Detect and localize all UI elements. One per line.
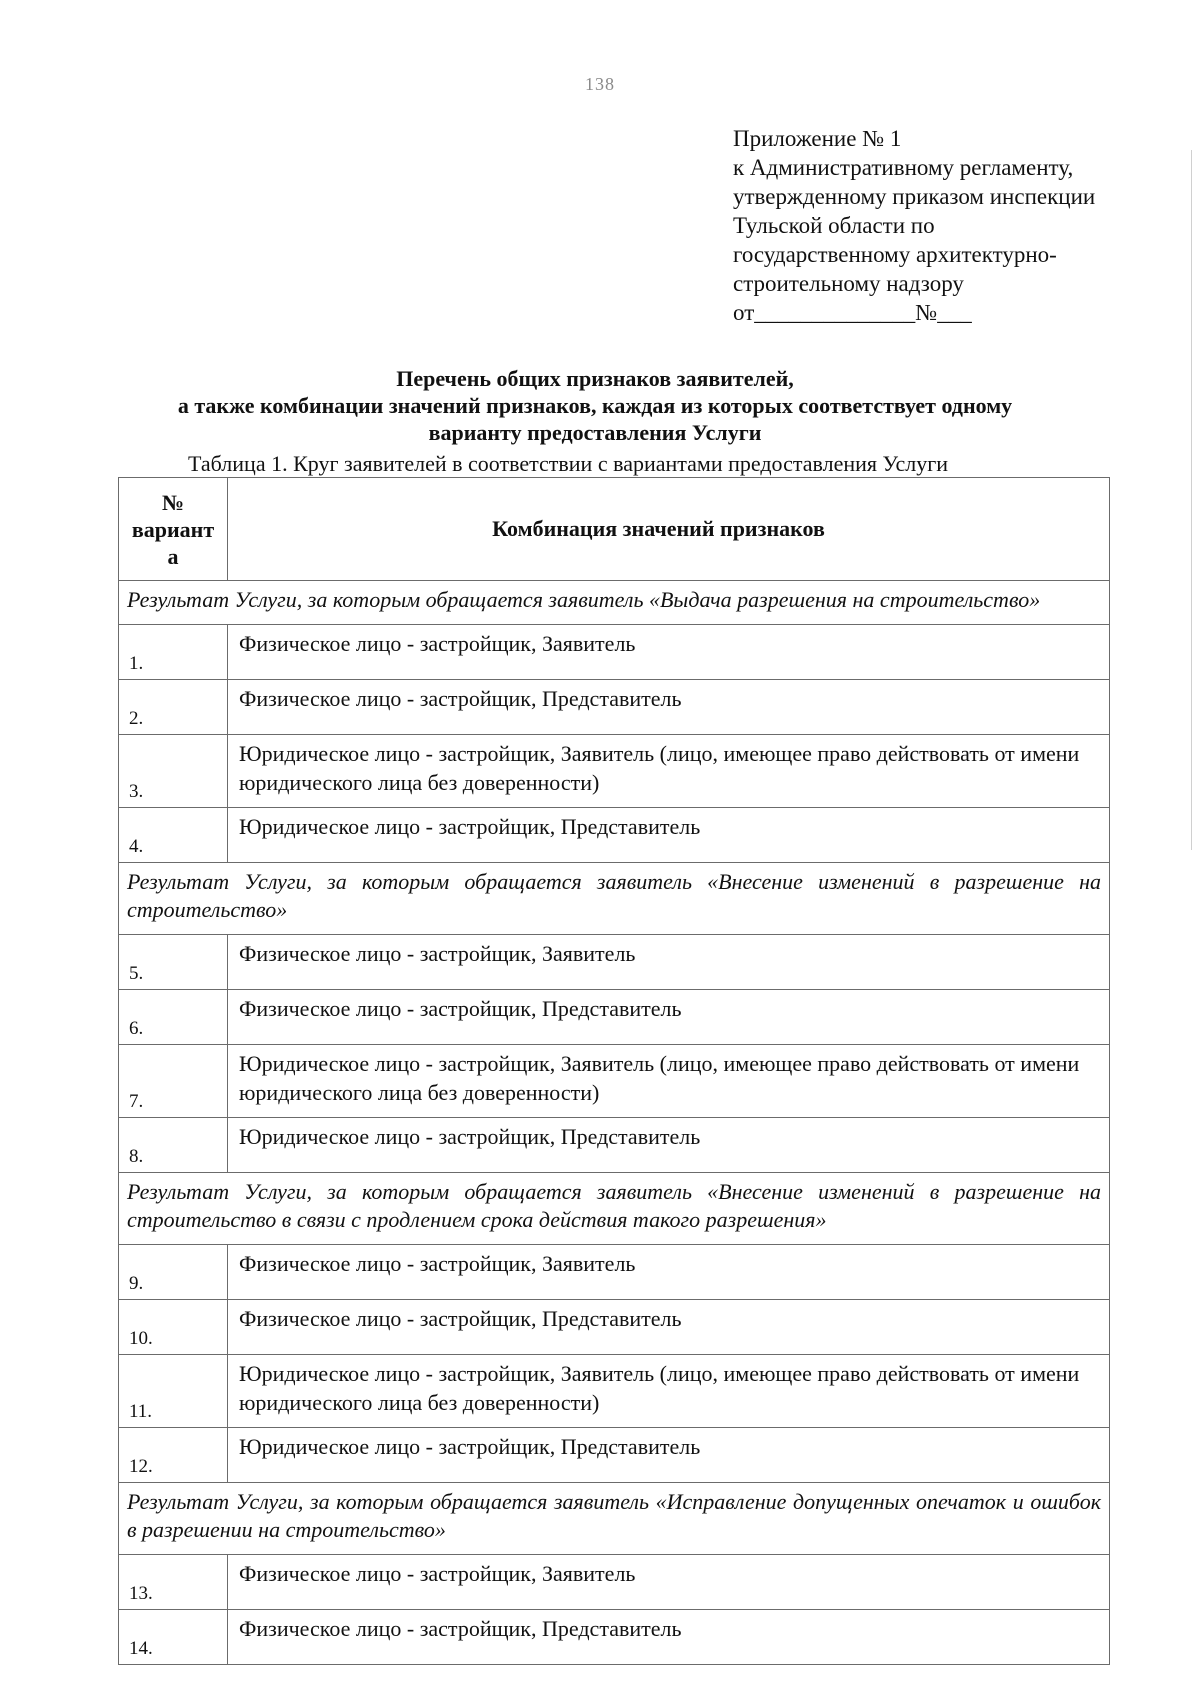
variant-number: 4. [119,808,228,863]
table-row [119,1610,1110,1665]
table-row [119,1045,1110,1118]
table-row [119,1555,1110,1610]
combination-text: Физическое лицо - застройщик, Представитель [228,1300,1110,1355]
table-row [119,1355,1110,1428]
table-row [119,990,1110,1045]
variant-number: 10. [119,1300,228,1355]
title-line: Перечень общих признаков заявителей, [396,366,794,391]
document-title [120,365,1070,446]
combination-text: Юридическое лицо - застройщик, Представитель [228,1118,1110,1173]
variant-number: 12. [119,1428,228,1483]
scan-edge-line [1191,150,1192,850]
title-line: а также комбинации значений признаков, каждая из которых соответствует одному [177,393,1013,418]
section-heading: Результат Услуги, за которым обращается заявитель «Внесение изменений в разрешение на строительство» [119,863,1110,935]
variant-number: 2. [119,680,228,735]
variant-number: 5. [119,935,228,990]
table-row [119,680,1110,735]
table-caption: Таблица 1. Круг заявителей в соответствии с вариантами предоставления Услуги [188,451,948,476]
variant-number: 9. [119,1245,228,1300]
table-body [119,478,1110,1665]
combination-text: Физическое лицо - застройщик, Заявитель [228,1245,1110,1300]
combination-text: Физическое лицо - застройщик, Представитель [228,1610,1110,1665]
header-variant-number [119,478,228,581]
combination-text: Физическое лицо - застройщик, Заявитель [228,625,1110,680]
section-heading: Результат Услуги, за которым обращается заявитель «Выдача разрешения на строительство» [119,581,1110,625]
variant-number: 14. [119,1610,228,1665]
table-header-row [119,478,1110,581]
appendix-line: от______________№___ [733,300,972,325]
appendix-line: Тульской области по [733,213,935,238]
section-heading-row [119,1483,1110,1555]
title-line: варианту предоставления Услуги [428,420,762,445]
combination-text: Юридическое лицо - застройщик, Заявитель (лицо, имеющее право действовать от имени юридического лица без доверенности) [228,735,1110,808]
variant-number: 11. [119,1355,228,1428]
combination-text: Физическое лицо - застройщик, Заявитель [228,1555,1110,1610]
table-row [119,1245,1110,1300]
appendix-line: утвержденному приказом инспекции [733,184,1096,209]
section-heading: Результат Услуги, за которым обращается заявитель «Исправление допущенных опечаток и ошибок в разрешении на строительство» [119,1483,1110,1555]
combination-text: Физическое лицо - застройщик, Заявитель [228,935,1110,990]
table-row [119,1118,1110,1173]
appendix-line: Приложение № 1 [733,126,902,151]
combination-text: Юридическое лицо - застройщик, Заявитель (лицо, имеющее право действовать от имени юридического лица без доверенности) [228,1355,1110,1428]
variant-number: 13. [119,1555,228,1610]
header-num-line: № [161,489,185,515]
section-heading: Результат Услуги, за которым обращается заявитель «Внесение изменений в разрешение на строительство в связи с продлением срока действия такого разрешения» [119,1173,1110,1245]
variant-number: 7. [119,1045,228,1118]
table-row [119,625,1110,680]
header-combination: Комбинация значений признаков [228,478,1110,581]
variant-number: 6. [119,990,228,1045]
table-row [119,1300,1110,1355]
section-heading-row [119,863,1110,935]
section-heading-row [119,581,1110,625]
combination-text: Физическое лицо - застройщик, Представитель [228,680,1110,735]
appendix-line: государственному архитектурно- [733,242,1057,267]
section-heading-row [119,1173,1110,1245]
table-row [119,735,1110,808]
header-num-line: вариант [131,516,215,542]
combination-text: Юридическое лицо - застройщик, Заявитель (лицо, имеющее право действовать от имени юридического лица без доверенности) [228,1045,1110,1118]
combination-text: Физическое лицо - застройщик, Представитель [228,990,1110,1045]
table-row [119,808,1110,863]
appendix-line: строительному надзору [733,271,964,296]
applicants-table [118,477,1110,1665]
combination-text: Юридическое лицо - застройщик, Представитель [228,1428,1110,1483]
appendix-line: к Административному регламенту, [733,155,1074,180]
appendix-block [733,124,1153,327]
variant-number: 1. [119,625,228,680]
table-row [119,1428,1110,1483]
variant-number: 8. [119,1118,228,1173]
header-num-line: а [167,543,179,569]
combination-text: Юридическое лицо - застройщик, Представитель [228,808,1110,863]
page-number: 138 [585,74,615,94]
table-row [119,935,1110,990]
variant-number: 3. [119,735,228,808]
